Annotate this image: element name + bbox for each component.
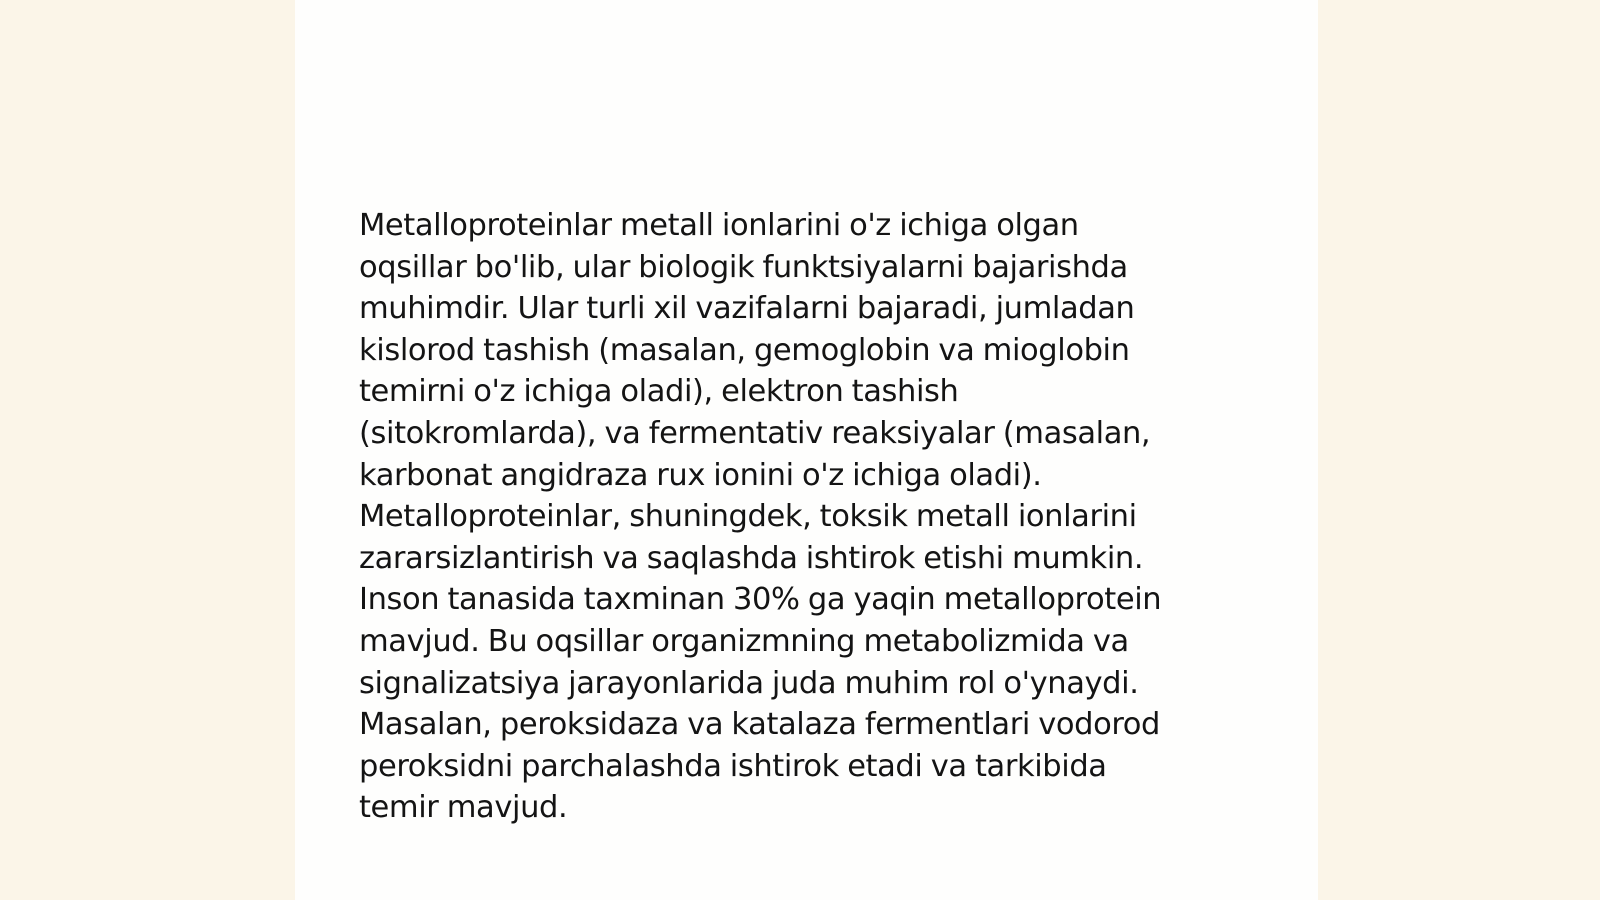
text-line: oqsillar bo'lib, ular biologik funktsiyalarni bajarishda <box>359 249 1128 285</box>
text-line: temir mavjud. <box>359 790 568 826</box>
text-line: temirni o'z ichiga oladi), elektron tashish <box>359 374 959 410</box>
text-line: mavjud. Bu oqsillar organizmning metabolizmida va <box>359 623 1129 659</box>
text-line: Inson tanasida taxminan 30% ga yaqin metalloprotein <box>359 582 1162 618</box>
text-line: Metalloproteinlar, shuningdek, toksik metall ionlarini <box>359 499 1137 535</box>
text-line: kislorod tashish (masalan, gemoglobin va mioglobin <box>359 332 1130 368</box>
text-line: karbonat angidraza rux ionini o'z ichiga oladi). <box>359 457 1042 493</box>
text-line: muhimdir. Ular turli xil vazifalarni bajaradi, jumladan <box>359 291 1135 327</box>
body-paragraph <box>359 205 1259 829</box>
text-line: (sitokromlarda), va fermentativ reaksiyalar (masalan, <box>359 415 1151 451</box>
text-line: zararsizlantirish va saqlashda ishtirok etishi mumkin. <box>359 540 1144 576</box>
text-line: Metalloproteinlar metall ionlarini o'z ichiga olgan <box>359 208 1079 243</box>
text-line: signalizatsiya jarayonlarida juda muhim rol o'ynaydi. <box>359 665 1139 701</box>
text-line: Masalan, peroksidaza va katalaza fermentlari vodorod <box>359 707 1161 743</box>
text-line: peroksidni parchalashda ishtirok etadi va tarkibida <box>359 748 1107 784</box>
document-page <box>295 0 1318 900</box>
